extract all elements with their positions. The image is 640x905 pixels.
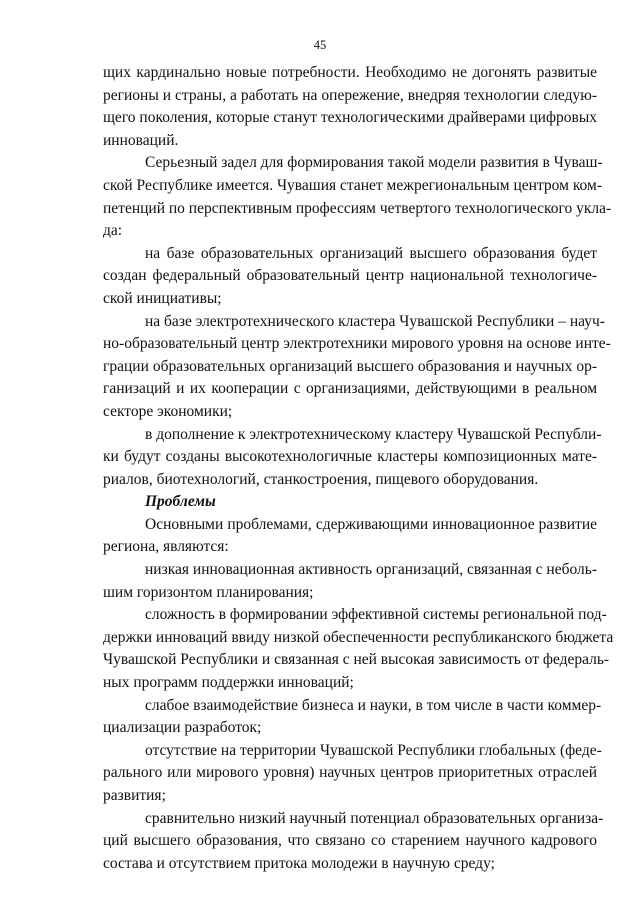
paragraph bbox=[103, 152, 612, 242]
text-line: регионы и страны, а работать на опережение, внедряя технологии следую- bbox=[103, 86, 597, 104]
text-line: региона, являются: bbox=[103, 538, 229, 556]
text-line: сложность в формировании эффективной системы региональной под- bbox=[145, 606, 607, 624]
paragraph bbox=[103, 559, 597, 604]
text-line: ганизаций и их кооперации с организациями, действующими в реальном bbox=[103, 380, 597, 398]
text-line: секторе экономики; bbox=[103, 402, 233, 420]
text-line: Серьезный задел для формирования такой модели развития в Чуваш- bbox=[145, 154, 603, 172]
paragraph bbox=[103, 514, 597, 559]
text-line: сравнительно низкий научный потенциал образовательных организа- bbox=[145, 809, 604, 827]
section-heading bbox=[103, 491, 597, 514]
document-body bbox=[103, 62, 614, 875]
text-line: развития; bbox=[103, 787, 166, 804]
paragraph bbox=[103, 604, 614, 694]
paragraph bbox=[103, 808, 604, 876]
paragraph bbox=[103, 740, 602, 808]
heading-text: Проблемы bbox=[145, 493, 216, 511]
paragraph bbox=[103, 243, 597, 311]
text-line: ки будут созданы высокотехнологичные кластеры композиционных мате- bbox=[103, 448, 597, 466]
text-line: держки инноваций ввиду низкой обеспеченности республиканского бюджета bbox=[103, 628, 614, 646]
text-line: но-образовательный центр электротехники мирового уровня на основе инте- bbox=[103, 335, 611, 353]
paragraph bbox=[103, 311, 611, 424]
text-line: состава и отсутствием притока молодежи в научную среду; bbox=[103, 854, 495, 872]
paragraph bbox=[103, 62, 597, 152]
text-line: ций высшего образования, что связано со старением научного кадрового bbox=[103, 832, 597, 850]
text-line: низкая инновационная активность организаций, связанная с неболь- bbox=[145, 561, 597, 579]
text-line: щих кардинально новые потребности. Необходимо не догонять развитые bbox=[103, 64, 597, 81]
text-line: инноваций. bbox=[103, 131, 179, 149]
text-line: на базе образовательных организаций высшего образования будет bbox=[145, 244, 597, 262]
paragraph bbox=[103, 424, 602, 492]
text-line: ской Республике имеется. Чувашия станет межрегиональным центром ком- bbox=[103, 176, 602, 194]
text-line: петенций по перспективным профессиям четвертого технологического укла- bbox=[103, 199, 612, 217]
text-line: риалов, биотехнологий, станкостроения, пищевого оборудования. bbox=[103, 470, 539, 488]
page-number: 45 bbox=[313, 38, 327, 52]
paragraph bbox=[103, 695, 602, 740]
text-line: Основными проблемами, сдерживающими инновационное развитие bbox=[145, 515, 597, 533]
text-line: шим горизонтом планирования; bbox=[103, 583, 314, 601]
text-line: ской инициативы; bbox=[103, 289, 222, 307]
text-line: щего поколения, которые станут технологическими драйверами цифровых bbox=[103, 109, 597, 127]
text-line: в дополнение к электротехническому кластеру Чувашской Республи- bbox=[145, 425, 602, 443]
text-line: грации образовательных организаций высшего образования и научных ор- bbox=[103, 357, 597, 375]
text-line: циализации разработок; bbox=[103, 719, 262, 737]
text-line: ных программ поддержки инноваций; bbox=[103, 674, 354, 692]
text-line: рального или мирового уровня) научных центров приоритетных отраслей bbox=[103, 764, 597, 782]
text-line: на базе электротехнического кластера Чувашской Республики – науч- bbox=[145, 312, 605, 330]
text-line: Чувашской Республики и связанная с ней высокая зависимость от федераль- bbox=[103, 651, 610, 669]
text-line: да: bbox=[103, 222, 123, 240]
text-line: отсутствие на территории Чувашской Республики глобальных (феде- bbox=[145, 741, 602, 759]
text-line: создан федеральный образовательный центр национальной технологиче- bbox=[103, 267, 597, 285]
text-line: слабое взаимодействие бизнеса и науки, в том числе в части коммер- bbox=[145, 696, 602, 714]
